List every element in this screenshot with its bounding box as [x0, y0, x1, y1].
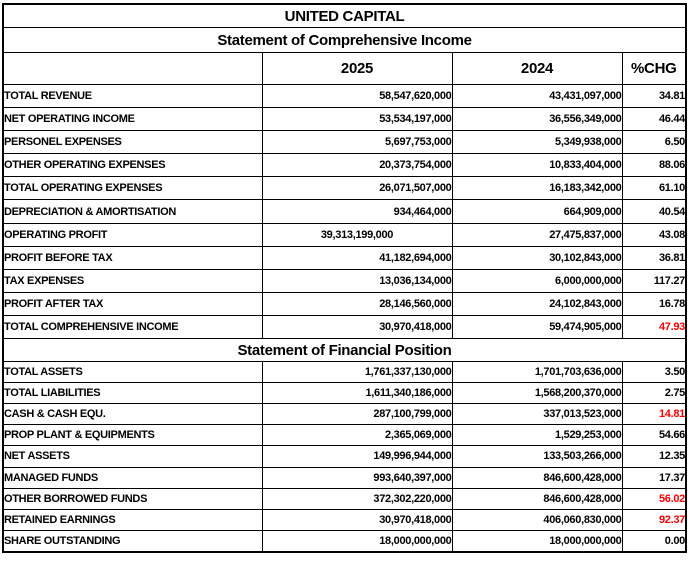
table-row: [3, 53, 686, 85]
pct-change: 88.06: [622, 154, 686, 177]
value-2024: 846,600,428,000: [452, 488, 622, 509]
value-2025: 30,970,418,000: [262, 315, 452, 338]
section-title-income: Statement of Comprehensive Income: [3, 28, 686, 53]
value-2025: 1,611,340,186,000: [262, 383, 452, 404]
value-2024: 6,000,000,000: [452, 269, 622, 292]
value-2025: 287,100,799,000: [262, 404, 452, 425]
pct-change: 40.54: [622, 200, 686, 223]
pct-change: 54.66: [622, 425, 686, 446]
pct-change: 14.81: [622, 404, 686, 425]
row-label: TAX EXPENSES: [3, 269, 262, 292]
col-header-label: [3, 53, 262, 85]
table-row: [3, 269, 686, 292]
value-2024: 1,701,703,636,000: [452, 362, 622, 383]
value-2025: 58,547,620,000: [262, 85, 452, 108]
value-2025: 18,000,000,000: [262, 530, 452, 552]
table-row: [3, 177, 686, 200]
financial-statement-sheet: [2, 3, 687, 553]
row-label: DEPRECIATION & AMORTISATION: [3, 200, 262, 223]
value-2025: 1,761,337,130,000: [262, 362, 452, 383]
col-header-2025: 2025: [262, 53, 452, 85]
table-row: [3, 362, 686, 383]
row-label: CASH & CASH EQU.: [3, 404, 262, 425]
row-label: NET OPERATING INCOME: [3, 108, 262, 131]
value-2025: 28,146,560,000: [262, 292, 452, 315]
table-row: [3, 446, 686, 467]
row-label: OTHER OPERATING EXPENSES: [3, 154, 262, 177]
pct-change: 117.27: [622, 269, 686, 292]
col-header-2024: 2024: [452, 53, 622, 85]
pct-change: 61.10: [622, 177, 686, 200]
col-header-pct-change: %CHG: [622, 53, 686, 85]
value-2024: 16,183,342,000: [452, 177, 622, 200]
row-label: PROFIT BEFORE TAX: [3, 246, 262, 269]
value-2024: 24,102,843,000: [452, 292, 622, 315]
pct-change: 0.00: [622, 530, 686, 552]
value-2025: 934,464,000: [262, 200, 452, 223]
table-row: [3, 425, 686, 446]
pct-change: 36.81: [622, 246, 686, 269]
table-row: [3, 246, 686, 269]
row-label: PROP PLANT & EQUIPMENTS: [3, 425, 262, 446]
pct-change: 92.37: [622, 509, 686, 530]
pct-change: 2.75: [622, 383, 686, 404]
value-2025: 30,970,418,000: [262, 509, 452, 530]
row-label: PROFIT AFTER TAX: [3, 292, 262, 315]
section-title-position: Statement of Financial Position: [3, 339, 686, 362]
value-2025: 39,313,199,000: [262, 223, 452, 246]
value-2024: 36,556,349,000: [452, 108, 622, 131]
value-2025: 53,534,197,000: [262, 108, 452, 131]
row-label: TOTAL ASSETS: [3, 362, 262, 383]
pct-change: 56.02: [622, 488, 686, 509]
value-2024: 133,503,266,000: [452, 446, 622, 467]
value-2025: 5,697,753,000: [262, 131, 452, 154]
row-label: TOTAL OPERATING EXPENSES: [3, 177, 262, 200]
table-row: [3, 488, 686, 509]
row-label: TOTAL REVENUE: [3, 85, 262, 108]
pct-change: 47.93: [622, 315, 686, 338]
value-2024: 846,600,428,000: [452, 467, 622, 488]
table-row: [3, 467, 686, 488]
pct-change: 17.37: [622, 467, 686, 488]
table-row: [3, 154, 686, 177]
value-2025: 2,365,069,000: [262, 425, 452, 446]
value-2025: 993,640,397,000: [262, 467, 452, 488]
value-2024: 1,568,200,370,000: [452, 383, 622, 404]
table-row: [3, 530, 686, 552]
value-2024: 10,833,404,000: [452, 154, 622, 177]
value-2025: 41,182,694,000: [262, 246, 452, 269]
value-2024: 30,102,843,000: [452, 246, 622, 269]
row-label: NET ASSETS: [3, 446, 262, 467]
pct-change: 43.08: [622, 223, 686, 246]
row-label: MANAGED FUNDS: [3, 467, 262, 488]
table-row: [3, 108, 686, 131]
value-2024: 406,060,830,000: [452, 509, 622, 530]
row-label: TOTAL COMPREHENSIVE INCOME: [3, 315, 262, 338]
value-2024: 1,529,253,000: [452, 425, 622, 446]
table-row: [3, 200, 686, 223]
table-row: [3, 223, 686, 246]
value-2024: 27,475,837,000: [452, 223, 622, 246]
pct-change: 46.44: [622, 108, 686, 131]
value-2025: 26,071,507,000: [262, 177, 452, 200]
row-label: OPERATING PROFIT: [3, 223, 262, 246]
value-2025: 13,036,134,000: [262, 269, 452, 292]
table-row: [3, 315, 686, 338]
value-2024: 18,000,000,000: [452, 530, 622, 552]
company-title: UNITED CAPITAL: [3, 4, 686, 28]
value-2024: 664,909,000: [452, 200, 622, 223]
financial-statement-table: [2, 3, 687, 553]
pct-change: 34.81: [622, 85, 686, 108]
value-2025: 149,996,944,000: [262, 446, 452, 467]
value-2024: 43,431,097,000: [452, 85, 622, 108]
table-row: [3, 131, 686, 154]
value-2024: 337,013,523,000: [452, 404, 622, 425]
value-2024: 59,474,905,000: [452, 315, 622, 338]
table-row: [3, 383, 686, 404]
value-2025: 20,373,754,000: [262, 154, 452, 177]
row-label: RETAINED EARNINGS: [3, 509, 262, 530]
table-row: [3, 85, 686, 108]
table-row: [3, 404, 686, 425]
row-label: PERSONEL EXPENSES: [3, 131, 262, 154]
pct-change: 12.35: [622, 446, 686, 467]
value-2025: 372,302,220,000: [262, 488, 452, 509]
table-row: [3, 292, 686, 315]
value-2024: 5,349,938,000: [452, 131, 622, 154]
row-label: SHARE OUTSTANDING: [3, 530, 262, 552]
table-row: [3, 28, 686, 53]
pct-change: 6.50: [622, 131, 686, 154]
pct-change: 16.78: [622, 292, 686, 315]
table-row: [3, 339, 686, 362]
row-label: OTHER BORROWED FUNDS: [3, 488, 262, 509]
row-label: TOTAL LIABILITIES: [3, 383, 262, 404]
table-row: [3, 4, 686, 28]
table-row: [3, 509, 686, 530]
pct-change: 3.50: [622, 362, 686, 383]
